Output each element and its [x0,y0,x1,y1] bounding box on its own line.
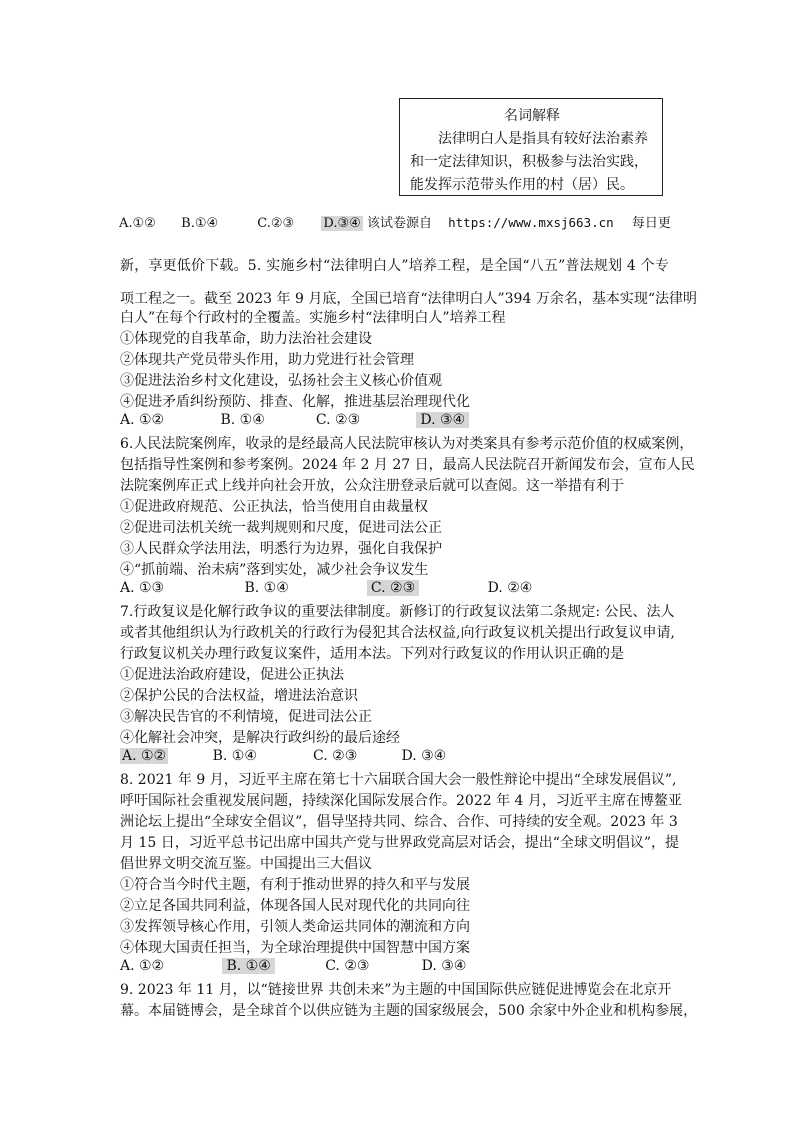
option-a: A.①② [119,216,156,231]
box-line: 能发挥示范带头作用的村（居）民。 [410,177,634,193]
q7-option: ④化解社会冲突，是解决行政纠纷的最后途经 [120,730,400,746]
q5-option: ③促进法治乡村文化建设，弘扬社会主义核心价值观 [120,373,442,389]
q8-line: 月 15 日，习近平总书记出席中国共产党与世界政党高层对话会，提出“全球文明倡议”，提 [120,835,680,851]
q6-option: ③人民群众学法用法，明悉行为边界，强化自我保护 [120,541,442,557]
q8-option: ④体现大国责任担当，为全球治理提供中国智慧中国方案 [120,940,470,956]
q5-line: 项工程之一。截至 2023 年 9 月底，全国已培育“法律明白人”394 万余名，基本实现“法律明 [120,291,697,307]
q5-option: ④促进矛盾纠纷预防、排查、化解，推进基层治理现代化 [120,394,470,410]
q7-option: ①促进法治政府建设，促进公正执法 [120,667,344,683]
ad-tail: 每日更 [631,216,671,231]
choice-a: A. ①② [122,748,167,764]
box-line: 和一定法律知识，积极参与法治实践， [410,154,648,170]
q8-option: ①符合当今时代主题，有利于推动世界的持久和平与发展 [120,877,470,893]
choice-c: C. ②③ [313,748,358,764]
q5-line: 白人”在每个行政村的全覆盖。实施乡村“法律明白人”培养工程 [120,310,506,326]
choice-d: D. ③④ [401,748,447,764]
choice-b: B. ①④ [244,580,289,596]
term-explanation-box [399,98,663,196]
q9-line: 幕。本届链博会，是全球首个以供应链为主题的国家级展会，500 余家中外企业和机构参展， [120,1003,698,1019]
q8-line: 呼吁国际社会重视发展问题，持续深化国际发展合作。2022 年 4 月，习近平主席在博鳌亚 [120,793,682,809]
q8-line: 8. 2021 年 9 月，习近平主席在第七十六届联合国大会一般性辩论中提出“全球发展倡议”, [120,772,677,788]
q9-line: 9. 2023 年 11 月，以“链接世界 共创未来”为主题的中国国际供应链促进博览会在北京开 [120,982,672,998]
choice-d: D. ③④ [416,412,469,428]
q7-line: 7.行政复议是化解行政争议的重要法律制度。新修订的行政复议法第二条规定: 公民、法人 [120,604,675,620]
q8-line: 倡世界文明交流互鉴。中国提出三大倡议 [120,856,372,872]
choice-b: B. ①④ [220,412,265,428]
q6-choices [120,580,532,596]
choice-a: A. ①② [120,958,165,974]
q6-line: 6.人民法院案例库，收录的是经最高人民法院审核认为对类案具有参考示范价值的权威案例， [120,436,694,452]
q5-option: ①体现党的自我革命，助力法治社会建设 [120,331,372,347]
ad-text: 该试卷源自 [366,216,432,231]
option-d: D.③④ [323,216,361,231]
choice-b: B. ①④ [222,958,274,974]
q7-choices [120,748,446,764]
q7-option: ②保护公民的合法权益，增进法治意识 [120,688,358,704]
choice-a: A. ①② [120,412,165,428]
q8-line: 洲论坛上提出“全球安全倡议”，倡导坚持共同、综合、合作、可持续的安全观。2023 年 3 [120,814,678,830]
choice-d: D. ②④ [487,580,533,596]
q5-option: ②体现共产党员带头作用，助力党进行社会管理 [120,352,414,368]
q8-option: ②立足各国共同利益，体现各国人民对现代化的共同向往 [120,898,470,914]
prev-answer-row [119,212,671,231]
q6-line: 包括指导性案例和参考案例。2024 年 2 月 27 日，最高人民法院召开新闻发布会，宣布人民 [120,457,695,473]
q7-option: ③解决民告官的不利情境，促进司法公正 [120,709,372,725]
choice-a: A. ①③ [120,580,165,596]
source-url[interactable]: https://www.mxsj663.cn [448,215,614,230]
choice-c: C. ②③ [367,580,419,596]
q6-option: ④“抓前端、治未病”落到实处，减少社会争议发生 [120,562,429,578]
box-title: 名词解释 [504,108,560,124]
q6-option: ②促进司法机关统一裁判规则和尺度，促进司法公正 [120,520,442,536]
q8-option: ③发挥领导核心作用，引领人类命运共同体的潮流和方向 [120,919,470,935]
q7-line: 或者其他组织认为行政机关的行政行为侵犯其合法权益,向行政复议机关提出行政复议申请, [120,625,675,641]
choice-c: C. ②③ [325,958,370,974]
q6-option: ①促进政府规范、公正执法，恰当使用自由裁量权 [120,499,428,515]
box-line: 法律明白人是指具有较好法治素养 [438,131,648,147]
q6-line: 法院案例库正式上线并向社会开放，公众注册登录后就可以查阅。这一举措有利于 [120,478,624,494]
q8-choices [120,958,466,974]
q7-line: 行政复议机关办理行政复议案件，适用本法。下列对行政复议的作用认识正确的是 [120,646,624,662]
option-c: C.②③ [257,216,295,231]
option-b: B.①④ [181,216,219,231]
choice-d: D. ③④ [421,958,467,974]
q5-line: 新，享更低价下载。5. 实施乡村“法律明白人”培养工程，是全国“八五”普法规划 4 个专 [120,258,670,274]
choice-b: B. ①④ [212,748,257,764]
q5-choices [120,412,469,428]
choice-c: C. ②③ [315,412,361,428]
